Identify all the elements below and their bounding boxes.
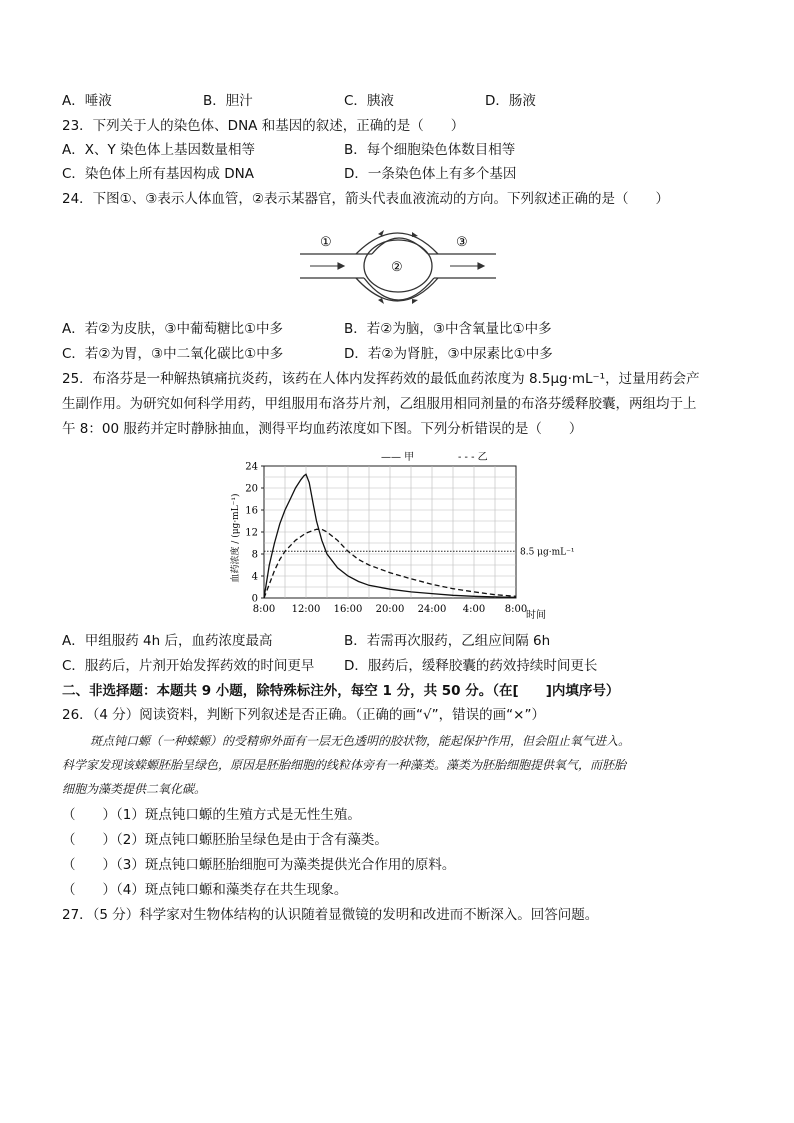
q24-option-a: A．若②为皮肤，③中葡萄糖比①中多: [62, 321, 284, 337]
x-tick-label: 4:00: [462, 604, 486, 615]
q23-option-b: B．每个细胞染色体数目相等: [344, 142, 516, 158]
x-tick-label: 8:00: [504, 604, 528, 615]
x-tick-label: 8:00: [252, 604, 276, 615]
q23-option-d: D．一条染色体上有多个基因: [344, 166, 517, 182]
x-tick-label: 24:00: [417, 604, 447, 615]
y-tick-label: 4: [251, 571, 258, 583]
legend-yi: - - - 乙: [458, 452, 488, 463]
q26-material-line2: 科学家发现该蝾螈胚胎呈绿色，原因是胚胎细胞的线粒体旁有一种藻类。藻类为胚胎细胞提供氧气，而胚胎: [62, 758, 627, 772]
q24-option-b: B．若②为脑，③中含氧量比①中多: [344, 321, 552, 337]
x-tick-label: 12:00: [291, 604, 321, 615]
y-tick-label: 16: [245, 505, 258, 517]
q24-option-c: C．若②为胃，③中二氧化碳比①中多: [62, 346, 284, 362]
y-axis-label: 血药浓度 / (μg·mL⁻¹): [231, 493, 241, 583]
y-tick-label: 8: [251, 549, 258, 561]
q22-option-a: A．唾液: [62, 93, 112, 109]
q27-stem: 27．（5 分）科学家对生物体结构的认识随着显微镜的发明和改进而不断深入。回答问题。: [62, 907, 599, 923]
x-axis-label: 时间: [526, 610, 546, 620]
y-tick-label: 0: [251, 593, 258, 605]
q26-material-line1: 斑点钝口螈（一种蝾螈）的受精卵外面有一层无色透明的胶状物，能起保护作用，但会阻止氧气进入。: [90, 734, 631, 748]
q24-stem: 24．下图①、③表示人体血管，②表示某器官，箭头代表血液流动的方向。下列叙述正确的是（ ）: [62, 191, 669, 207]
y-tick-label: 24: [245, 461, 258, 473]
q22-option-c: C．胰液: [344, 93, 394, 109]
section-2-heading: 二、非选择题：本题共 9 小题，除特殊标注外，每空 1 分，共 50 分。（在[ ]内填序号）: [62, 683, 620, 699]
q25-option-d: D．服药后，缓释胶囊的药效持续时间更长: [344, 658, 598, 674]
x-tick-label: 20:00: [375, 604, 405, 615]
q22-option-d: D．肠液: [485, 93, 536, 109]
y-tick-label: 12: [245, 527, 258, 539]
q24-figure: [300, 222, 496, 314]
q25-chart: [226, 448, 576, 620]
q23-stem: 23．下列关于人的染色体、DNA 和基因的叙述，正确的是（ ）: [62, 118, 465, 134]
q26-statement-4: （ ）（4）斑点钝口螈和藻类存在共生现象。: [62, 882, 348, 898]
q23-option-c: C．染色体上所有基因构成 DNA: [62, 166, 254, 182]
q26-statement-1: （ ）（1）斑点钝口螈的生殖方式是无性生殖。: [62, 807, 361, 823]
label-vessel-1: ①: [320, 235, 332, 250]
q25-option-b: B．若需再次服药，乙组应间隔 6h: [344, 633, 551, 649]
q26-statement-3: （ ）（3）斑点钝口螈胚胎细胞可为藻类提供光合作用的原料。: [62, 857, 456, 873]
q23-option-a: A．X、Y 染色体上基因数量相等: [62, 142, 256, 158]
q25-option-a: A．甲组服药 4h 后，血药浓度最高: [62, 633, 273, 649]
label-organ-2: ②: [391, 260, 403, 275]
q25-stem-line2: 生副作用。为研究如何科学用药，甲组服用布洛芬片剂，乙组服用相同剂量的布洛芬缓释胶囊，两组均于上: [62, 396, 697, 412]
q26-stem: 26．（4 分）阅读资料，判断下列叙述是否正确。（正确的画“√”，错误的画“×”）: [62, 707, 545, 723]
q22-option-b: B．胆汁: [203, 93, 253, 109]
q26-statement-2: （ ）（2）斑点钝口螈胚胎呈绿色是由于含有藻类。: [62, 832, 388, 848]
q25-option-c: C．服药后，片剂开始发挥药效的时间更早: [62, 658, 315, 674]
threshold-label: 8.5 μg·mL⁻¹: [520, 547, 575, 558]
y-tick-label: 20: [245, 483, 258, 495]
q24-option-d: D．若②为肾脏，③中尿素比①中多: [344, 346, 553, 362]
label-vessel-3: ③: [456, 235, 468, 250]
q26-material-line3: 细胞为藻类提供二氧化碳。: [62, 782, 207, 796]
q25-stem-line3: 午 8：00 服药并定时静脉抽血，测得平均血药浓度如下图。下列分析错误的是（ ）: [62, 421, 583, 437]
q25-stem-line1: 25．布洛芬是一种解热镇痛抗炎药，该药在人体内发挥药效的最低血药浓度为 8.5μg·mL⁻¹，过量用药会产: [62, 371, 700, 387]
legend-jia: —— 甲: [381, 452, 415, 463]
x-tick-label: 16:00: [333, 604, 363, 615]
